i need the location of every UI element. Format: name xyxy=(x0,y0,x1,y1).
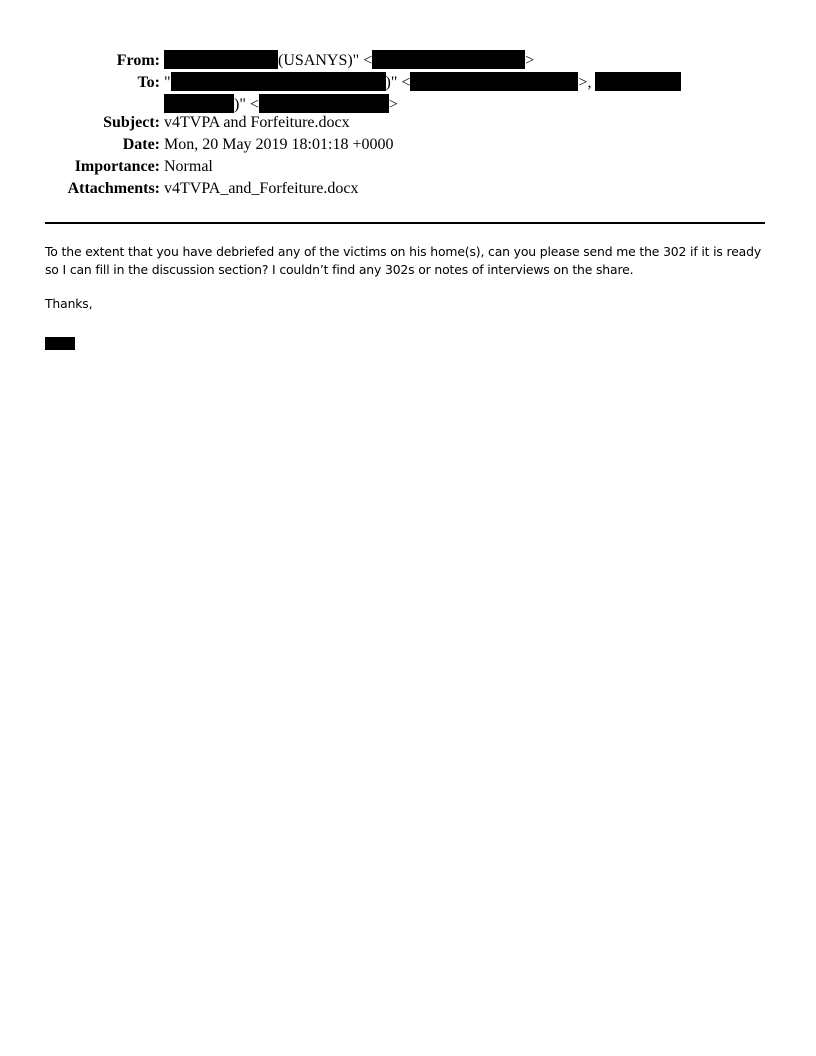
redaction-box xyxy=(259,94,389,113)
from-org: (USANYS)" < xyxy=(278,52,373,69)
redaction-box xyxy=(164,94,234,113)
to-value-continued xyxy=(164,94,398,114)
date-row xyxy=(0,134,816,156)
from-value xyxy=(164,50,534,72)
attachments-row xyxy=(0,178,816,200)
to-line2-mid: )" < xyxy=(234,96,259,113)
redaction-box xyxy=(595,72,681,91)
to-row-continued xyxy=(0,94,816,112)
redaction-box xyxy=(410,72,578,91)
redaction-box xyxy=(372,50,525,69)
to-line2-close: > xyxy=(388,96,398,113)
to-row xyxy=(0,72,816,94)
closing: Thanks, xyxy=(45,296,93,311)
to-value xyxy=(164,72,681,94)
attachments-label: Attachments: xyxy=(67,180,160,197)
importance-label: Importance: xyxy=(74,158,160,175)
subject-row xyxy=(0,112,816,134)
header-divider xyxy=(45,222,765,224)
to-mid: )" < xyxy=(385,74,411,91)
signature-redaction xyxy=(45,337,75,350)
to-sep: >, xyxy=(578,74,592,91)
from-close: > xyxy=(525,52,535,69)
importance-row xyxy=(0,156,816,178)
redaction-box xyxy=(171,72,386,91)
to-open-quote: " xyxy=(164,74,171,91)
email-header xyxy=(0,50,816,200)
date-label: Date: xyxy=(122,136,160,153)
from-label: From: xyxy=(116,52,160,69)
importance-value: Normal xyxy=(164,158,213,175)
attachment-link[interactable]: v4TVPA_and_Forfeiture.docx xyxy=(164,180,359,197)
redaction-box xyxy=(164,50,278,69)
to-label: To: xyxy=(137,74,160,91)
subject-value: v4TVPA and Forfeiture.docx xyxy=(164,114,350,131)
subject-label: Subject: xyxy=(103,114,160,131)
date-value: Mon, 20 May 2019 18:01:18 +0000 xyxy=(164,136,394,153)
email-body xyxy=(45,243,767,329)
body-paragraph: To the extent that you have debriefed any of the victims on his home(s), can you please send me the 302 if it is ready so I can fill in the discussion section? I couldn’t find any 302s or notes of interviews on the share. xyxy=(45,244,762,277)
from-row xyxy=(0,50,816,72)
